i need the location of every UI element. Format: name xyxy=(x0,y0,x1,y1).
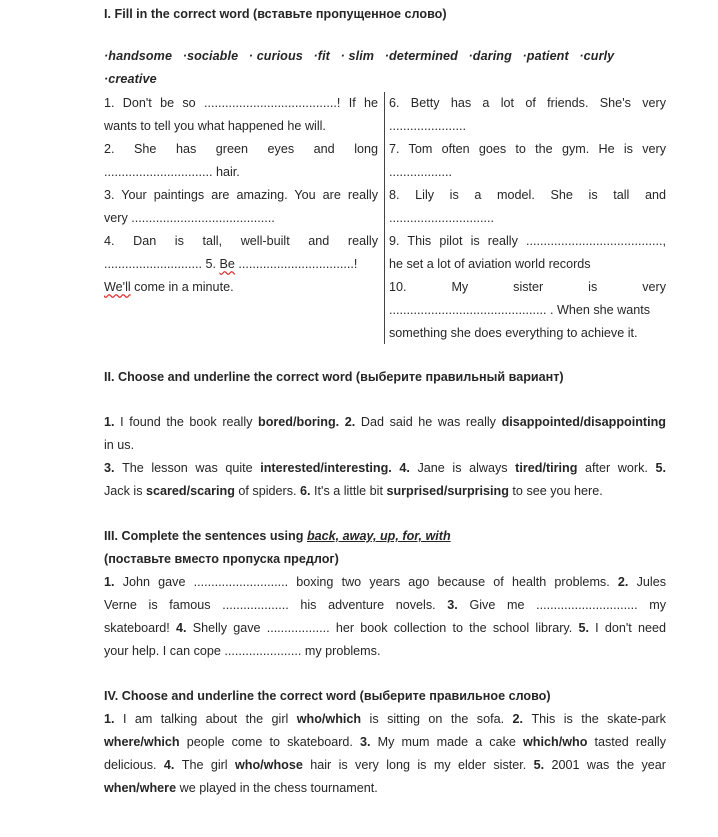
table-right-column xyxy=(389,92,666,345)
item-number: 6. xyxy=(300,484,315,498)
exercise-table xyxy=(104,92,666,344)
item-number: 5. xyxy=(578,621,596,635)
sentence-line xyxy=(104,571,666,594)
sentence-fragment: delicious. xyxy=(104,758,164,772)
sentence-fragment: is sitting on the sofa. xyxy=(361,712,513,726)
item-number: 2. xyxy=(617,575,637,589)
sentence-line: in us. xyxy=(104,438,135,452)
sentence-fragment: hair is very long is my elder sister. xyxy=(302,758,534,772)
sentence-line: 7. Tom often goes to the gym. He is very xyxy=(389,142,666,156)
section3-body xyxy=(104,571,666,663)
section3-subheading: (поставьте вместо пропуска предлог) xyxy=(104,552,339,566)
sentence-line: he set a lot of aviation world records xyxy=(389,257,591,271)
sentence-line xyxy=(104,276,378,299)
item-number: 4. xyxy=(163,758,182,772)
sentence-line: 8. Lily is a model. She is tall and xyxy=(389,188,666,202)
sentence-line xyxy=(104,480,666,503)
answer-choice: when/where xyxy=(104,781,177,795)
word-bank-item: ·patient xyxy=(522,49,569,63)
item-number: 4. xyxy=(176,621,193,635)
sentence-line: 4. Dan is tall, well-built and really xyxy=(104,234,378,248)
sentence-fragment: after work. xyxy=(577,461,656,475)
sentence-fragment: The girl xyxy=(181,758,235,772)
sentence-line: your help. I can cope ...................... my problems. xyxy=(104,644,381,658)
sentence-line: .................. xyxy=(389,165,452,179)
sentence-line: .............................. xyxy=(389,211,494,225)
sentence-fragment: Jane is always xyxy=(417,461,516,475)
sentence-line: 1. Don't be so ......................................! If he xyxy=(104,96,378,110)
sentence-fragment: ............................ 5. xyxy=(104,257,220,271)
heading-text: III. Complete the sentences using xyxy=(104,529,307,543)
sentence-fragment: to see you here. xyxy=(508,484,603,498)
sentence-line: 2. She has green eyes and long xyxy=(104,142,378,156)
item-number: 1. xyxy=(104,712,123,726)
sentence-fragment: I found the book really xyxy=(120,415,259,429)
sentence-fragment: This is the skate-park xyxy=(531,712,666,726)
section4-heading: IV. Choose and underline the correct word (выберите правильное слово) xyxy=(104,689,551,703)
sentence-fragment: Shelly gave .................. her book collection to the school library. xyxy=(192,621,579,635)
word-bank xyxy=(104,45,666,91)
section2-heading: II. Choose and underline the correct word (выберите правильный вариант) xyxy=(104,370,564,384)
sentence-fragment: 2001 was the year xyxy=(551,758,666,772)
section2-body xyxy=(104,411,666,503)
sentence-fragment: Jules xyxy=(636,575,666,589)
sentence-fragment: Be xyxy=(219,257,235,271)
sentence-line xyxy=(104,617,666,640)
sentence-fragment: John gave ........................... boxing two years ago because of health problems. xyxy=(122,575,618,589)
sentence-line: 9. This pilot is really ......................................., xyxy=(389,234,666,248)
sentence-line xyxy=(104,411,666,434)
sentence-fragment: I am talking about the girl xyxy=(122,712,297,726)
answer-choice: where/which xyxy=(104,735,180,749)
sentence-line xyxy=(104,708,666,731)
sentence-fragment: come in a minute. xyxy=(130,280,234,294)
sentence-line: ............................................. . When she wants xyxy=(389,303,651,317)
table-left-column xyxy=(104,92,378,299)
answer-choice: disappointed/disappointing xyxy=(501,415,666,429)
section4-body xyxy=(104,708,666,800)
sentence-fragment: skateboard! xyxy=(104,621,176,635)
word-bank-item: ·curly xyxy=(579,49,615,63)
item-number: 3. xyxy=(447,598,470,612)
sentence-fragment: Verne is famous ................... his adventure novels. xyxy=(104,598,448,612)
sentence-line xyxy=(104,731,666,754)
sentence-fragment: It's a little bit xyxy=(314,484,387,498)
answer-choice: who/whose xyxy=(234,758,303,772)
sentence-line: 10. My sister is very xyxy=(389,280,666,294)
sentence-line xyxy=(104,457,666,480)
sentence-fragment: We'll xyxy=(104,280,131,294)
word-bank-item: ·fit xyxy=(313,49,330,63)
item-number: 2. xyxy=(512,712,532,726)
word-bank-item: ·daring xyxy=(468,49,512,63)
answer-choice: bored/boring. xyxy=(258,415,340,429)
table-divider xyxy=(384,92,385,344)
sentence-fragment: Jack is xyxy=(104,484,146,498)
answer-choice: scared/scaring xyxy=(146,484,235,498)
sentence-fragment: Dad said he was really xyxy=(360,415,502,429)
answer-choice: which/who xyxy=(523,735,588,749)
word-bank-item: ·creative xyxy=(104,72,157,86)
sentence-fragment: The lesson was quite xyxy=(122,461,261,475)
section1-heading: I. Fill in the correct word (вставьте пропущенное слово) xyxy=(104,7,447,21)
sentence-line xyxy=(104,253,378,276)
sentence-fragment: Give me ............................. my xyxy=(469,598,666,612)
sentence-line xyxy=(104,777,666,800)
item-number: 2. xyxy=(344,415,361,429)
sentence-line: 3. Your paintings are amazing. You are really xyxy=(104,188,378,202)
item-number: 3. xyxy=(104,461,123,475)
sentence-line: ............................... hair. xyxy=(104,165,240,179)
word-bank-item: ·handsome xyxy=(104,49,173,63)
item-number: 4. xyxy=(399,461,418,475)
sentence-line xyxy=(104,754,666,777)
sentence-fragment: .................................! xyxy=(234,257,358,271)
answer-choice: interested/interesting. xyxy=(260,461,392,475)
word-bank-item: · curious xyxy=(248,49,303,63)
answer-choice: tired/tiring xyxy=(515,461,578,475)
item-number: 1. xyxy=(104,415,121,429)
sentence-line: something she does everything to achieve it. xyxy=(389,326,638,340)
sentence-fragment: of spiders. xyxy=(234,484,301,498)
item-number: 5. xyxy=(655,461,666,475)
item-number: 3. xyxy=(360,735,378,749)
sentence-line: very ......................................... xyxy=(104,211,275,225)
section3-heading xyxy=(104,525,666,548)
word-bank-item: ·sociable xyxy=(182,49,239,63)
sentence-line: wants to tell you what happened he will. xyxy=(104,119,326,133)
word-bank-item: · slim xyxy=(340,49,375,63)
word-bank-item: ·determined xyxy=(384,49,458,63)
sentence-line: 6. Betty has a lot of friends. She's very xyxy=(389,96,666,110)
item-number: 1. xyxy=(104,575,123,589)
sentence-fragment: people come to skateboard. xyxy=(179,735,361,749)
sentence-fragment: My mum made a cake xyxy=(377,735,524,749)
answer-choice: surprised/surprising xyxy=(386,484,509,498)
answer-choice: who/which xyxy=(296,712,362,726)
preposition-list: back, away, up, for, with xyxy=(306,529,451,543)
sentence-line xyxy=(104,594,666,617)
item-number: 5. xyxy=(533,758,552,772)
sentence-line: ...................... xyxy=(389,119,466,133)
sentence-fragment: we played in the chess tournament. xyxy=(176,781,378,795)
sentence-fragment: tasted really xyxy=(587,735,666,749)
sentence-fragment: I don't need xyxy=(595,621,666,635)
